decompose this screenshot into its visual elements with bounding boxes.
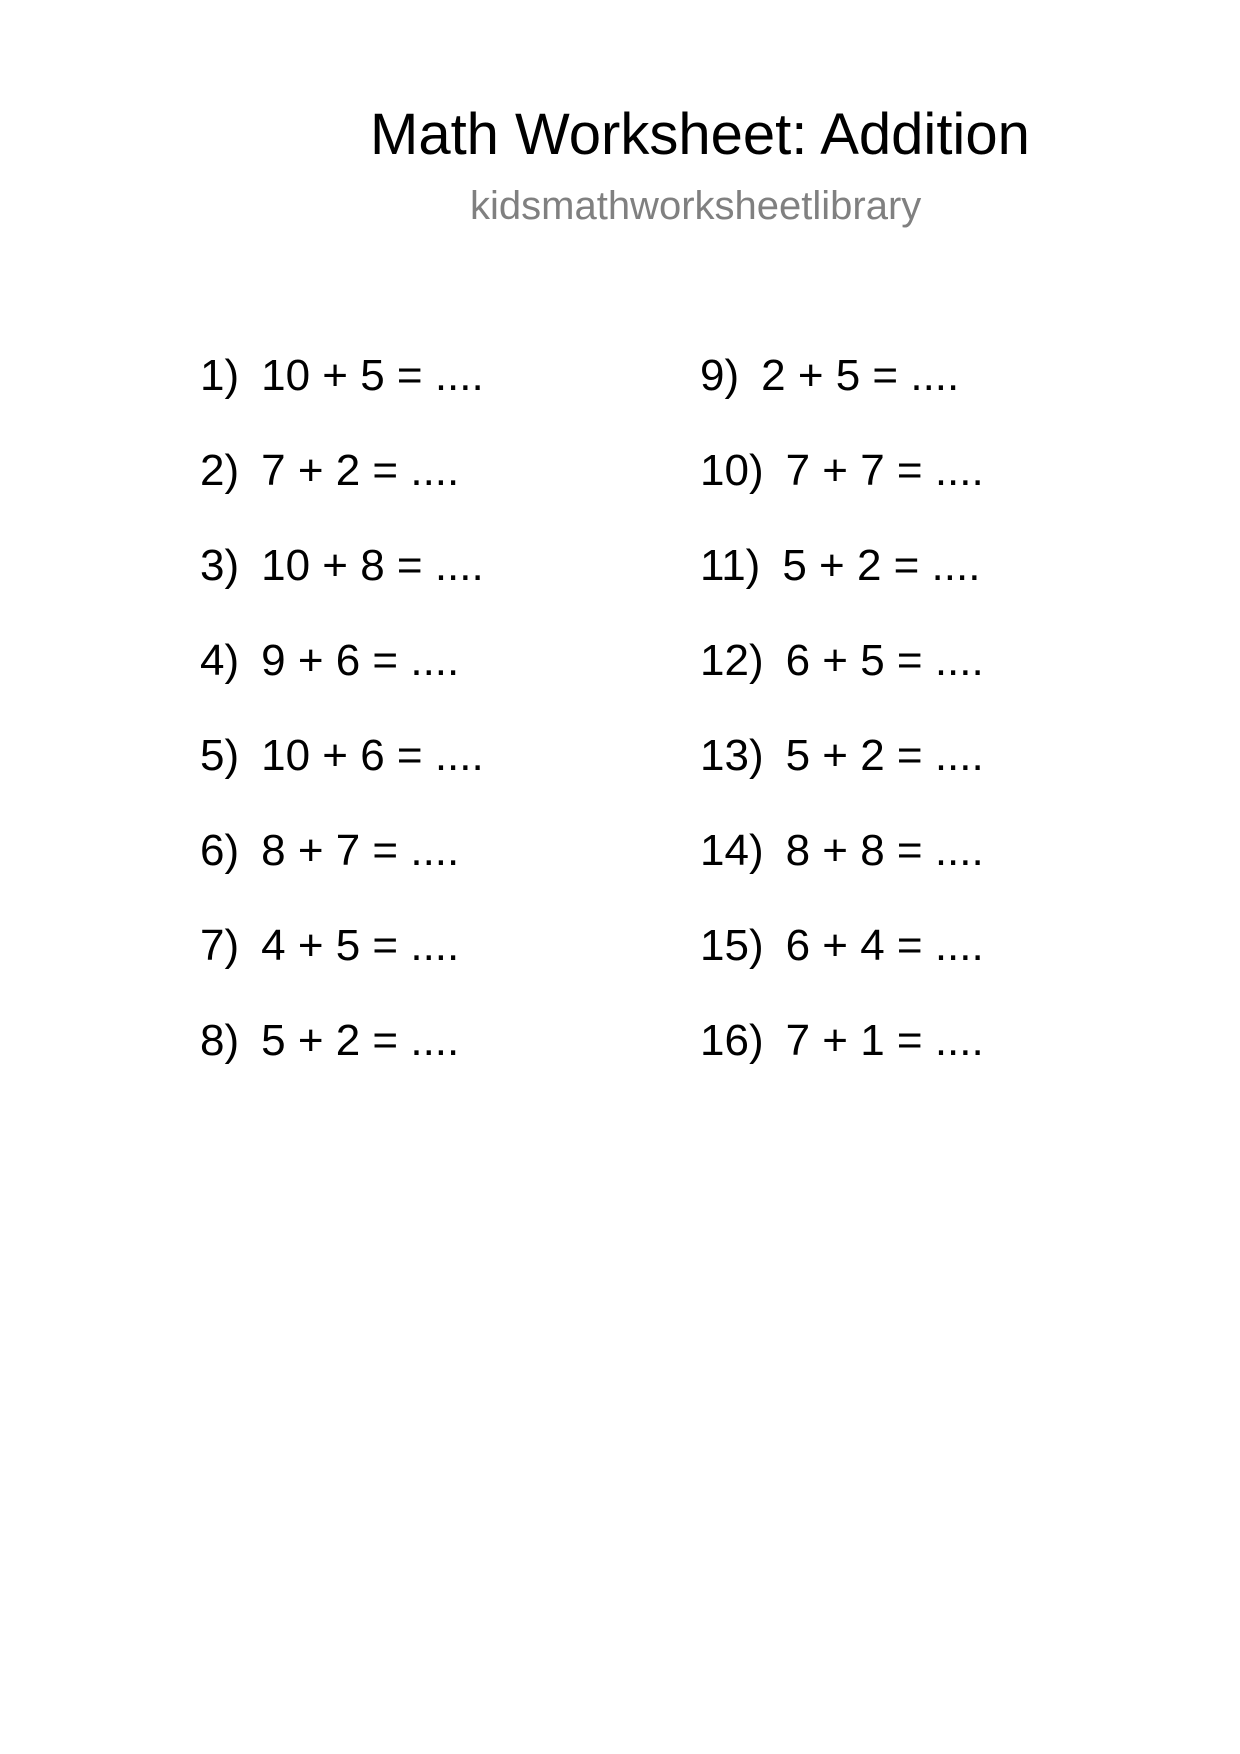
- problem-expression: 5 + 2 = ....: [782, 541, 981, 590]
- problem-expression: 10 + 8 = ....: [261, 541, 484, 590]
- worksheet-subtitle: kidsmathworksheetlibrary: [470, 184, 922, 228]
- problem-number: 9): [700, 351, 740, 400]
- problem-number: 4): [200, 636, 240, 685]
- problem-column-right: [700, 350, 984, 1110]
- problem-expression: 10 + 5 = ....: [261, 351, 484, 400]
- problem-item: [200, 920, 484, 1015]
- problem-number: 7): [200, 921, 240, 970]
- problem-number: 5): [200, 731, 240, 780]
- problem-number: 3): [200, 541, 240, 590]
- problem-number: 15): [700, 921, 764, 970]
- problem-expression: 5 + 2 = ....: [261, 1016, 460, 1065]
- problem-item: [700, 920, 984, 1015]
- problem-number: 1): [200, 351, 240, 400]
- problem-expression: 8 + 7 = ....: [261, 826, 460, 875]
- problem-item: [700, 825, 984, 920]
- problem-expression: 8 + 8 = ....: [785, 826, 984, 875]
- problem-number: 11): [700, 541, 761, 590]
- problem-item: [700, 540, 984, 635]
- problem-expression: 7 + 2 = ....: [261, 446, 460, 495]
- problem-item: [700, 635, 984, 730]
- problem-number: 6): [200, 826, 240, 875]
- problem-item: [200, 1015, 484, 1110]
- problem-expression: 7 + 7 = ....: [785, 446, 984, 495]
- problem-expression: 6 + 5 = ....: [785, 636, 984, 685]
- problem-expression: 4 + 5 = ....: [261, 921, 460, 970]
- problem-item: [200, 445, 484, 540]
- problem-item: [700, 350, 984, 445]
- problem-number: 8): [200, 1016, 240, 1065]
- problem-number: 14): [700, 826, 764, 875]
- problem-number: 10): [700, 446, 764, 495]
- problem-expression: 10 + 6 = ....: [261, 731, 484, 780]
- problem-number: 2): [200, 446, 240, 495]
- problem-item: [200, 635, 484, 730]
- worksheet-title: Math Worksheet: Addition: [370, 102, 1030, 167]
- problem-item: [200, 540, 484, 635]
- problem-expression: 2 + 5 = ....: [761, 351, 960, 400]
- problem-number: 16): [700, 1016, 764, 1065]
- problem-item: [700, 445, 984, 540]
- problem-expression: 9 + 6 = ....: [261, 636, 460, 685]
- problem-number: 13): [700, 731, 764, 780]
- problem-expression: 6 + 4 = ....: [785, 921, 984, 970]
- problem-item: [700, 1015, 984, 1110]
- problem-item: [200, 825, 484, 920]
- problem-expression: 5 + 2 = ....: [785, 731, 984, 780]
- problem-expression: 7 + 1 = ....: [785, 1016, 984, 1065]
- problem-column-left: [200, 350, 484, 1110]
- problem-item: [200, 350, 484, 445]
- problem-number: 12): [700, 636, 764, 685]
- problem-item: [200, 730, 484, 825]
- problem-item: [700, 730, 984, 825]
